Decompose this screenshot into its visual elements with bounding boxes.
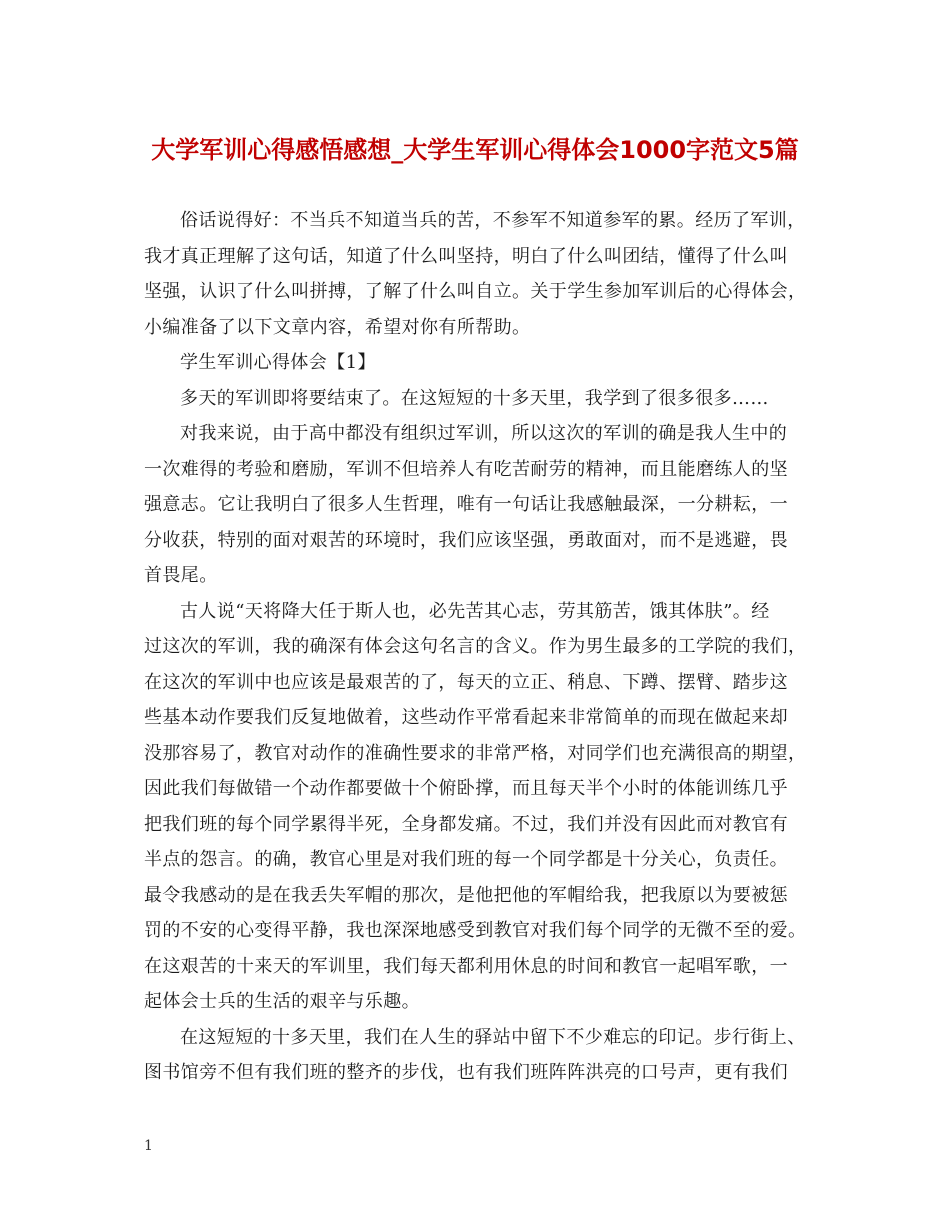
text-line: 在这短短的十多天里，我们在人生的驿站中留下不少难忘的印记。步行街上、 (180, 1026, 806, 1048)
document-title: 大学军训心得感悟感想_大学生军训心得体会1000字范文5篇 (151, 136, 799, 164)
text-line: 因此我们每做错一个动作都要做十个俯卧撑，而且每天半个小时的体能训练几乎 (144, 778, 788, 799)
text-line: 一次难得的考验和磨励，军训不但培养人有吃苦耐劳的精神，而且能磨练人的坚 (144, 458, 788, 480)
text-line: 没那容易了，教官对动作的准确性要求的非常严格，对同学们也充满很高的期望， (144, 742, 807, 764)
text-line: 学生军训心得体会【1】 (180, 352, 376, 373)
text-line: 古人说“天将降大任于斯人也，必先苦其心志，劳其筋苦，饿其体肤”。经 (180, 600, 770, 622)
text-line: 俗话说得好：不当兵不知道当兵的苦，不参军不知道参军的累。经历了军训， (180, 210, 806, 231)
text-line: 最令我感动的是在我丢失军帽的那次，是他把他的军帽给我，把我原以为要被惩 (144, 884, 788, 906)
text-line: 分收获，特别的面对艰苦的环境时，我们应该坚强，勇敢面对，而不是逃避，畏 (144, 529, 788, 551)
text-line: 些基本动作要我们反复地做着，这些动作平常看起来非常简单的而现在做起来却 (144, 707, 788, 728)
text-line: 把我们班的每个同学累得半死，全身都发痛。不过，我们并没有因此而对教官有 (144, 813, 788, 835)
text-line: 首畏尾。 (144, 565, 218, 586)
text-line: 在这艰苦的十来天的军训里，我们每天都利用休息的时间和教官一起唱军歌，一 (144, 955, 788, 977)
text-line: 我才真正理解了这句话，知道了什么叫坚持，明白了什么叫团结，懂得了什么叫 (144, 245, 788, 267)
document-body (144, 203, 820, 1091)
text-line: 图书馆旁不但有我们班的整齐的步伐，也有我们班阵阵洪亮的口号声，更有我们 (144, 1062, 788, 1083)
text-line: 强意志。它让我明白了很多人生哲理，唯有一句话让我感触最深，一分耕耘，一 (144, 494, 788, 515)
text-line: 半点的怨言。的确，教官心里是对我们班的每一个同学都是十分关心，负责任。 (144, 849, 788, 870)
text-line: 在这次的军训中也应该是最艰苦的了，每天的立正、稍息、下蹲、摆臂、踏步这 (144, 671, 788, 693)
text-line: 罚的不安的心变得平静，我也深深地感受到教官对我们每个同学的无微不至的爱。 (144, 920, 807, 941)
text-line: 坚强，认识了什么叫拼搏，了解了什么叫自立。关于学生参加军训后的心得体会， (144, 281, 807, 302)
text-line: 起体会士兵的生活的艰辛与乐趣。 (144, 991, 420, 1012)
text-line: 对我来说，由于高中都没有组织过军训，所以这次的军训的确是我人生中的 (180, 423, 788, 444)
page-number: 1 (144, 1138, 153, 1154)
text-line: 过这次的军训，我的确深有体会这句名言的含义。作为男生最多的工学院的我们， (144, 636, 807, 657)
text-line: 多天的军训即将要结束了。在这短短的十多天里，我学到了很多很多…… (180, 387, 769, 409)
text-line: 小编准备了以下文章内容，希望对你有所帮助。 (144, 316, 531, 338)
